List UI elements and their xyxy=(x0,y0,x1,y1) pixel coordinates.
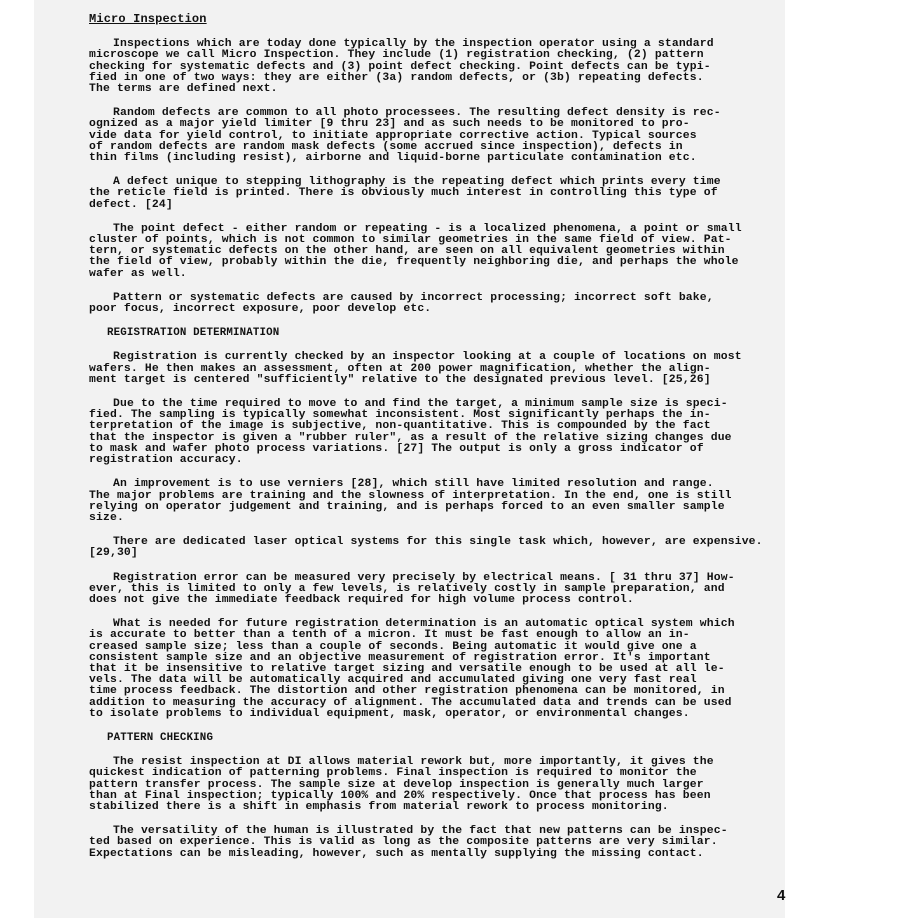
text-line: of random defects are random mask defects (some accrued since inspection), defects in xyxy=(89,140,683,153)
text-line: creased sample size; less than a couple of seconds. Being automatic it would give one a xyxy=(89,640,697,653)
text-line: ognized as a major yield limiter [9 thru 23] and as such needs to be monitored to pro- xyxy=(89,118,690,131)
text-line: The point defect - either random or repeating - is a localized phenomena, a point or small xyxy=(113,222,742,235)
text-line: registration accuracy. xyxy=(89,454,243,467)
text-line: addition to measuring the accuracy of alignment. The accumulated data and trends can be used xyxy=(89,696,732,709)
paragraph xyxy=(89,757,779,813)
text-line: The major problems are training and the slowness of interpretation. In the end, one is still xyxy=(89,489,732,502)
paragraph xyxy=(89,619,779,720)
text-line: defect. [24] xyxy=(89,198,173,211)
section-title: Micro Inspection xyxy=(89,12,207,26)
text-line: microscope we call Micro Inspection. They include (1) registration checking, (2) pattern xyxy=(89,49,704,62)
paragraph xyxy=(89,108,779,164)
text-line: consistent sample size and an objective measurement of registration error. It's important xyxy=(89,651,711,664)
document-page xyxy=(34,0,785,918)
paragraph xyxy=(89,537,779,559)
text-line: pattern transfer process. The sample size at develop inspection is generally much larger xyxy=(89,778,704,791)
text-line: tern, or systematic defects on the other hand, are seen on all equivalent geometries within xyxy=(89,245,725,258)
text-line: does not give the immediate feedback required for high volume process control. xyxy=(89,593,634,606)
text-line: the reticle field is printed. There is obviously much interest in controlling this type of xyxy=(89,187,718,200)
text-line: cluster of points, which is not common to similar geometries in the same field of view. Pat- xyxy=(89,234,732,247)
paragraph xyxy=(89,352,779,386)
text-line: The resist inspection at DI allows material rework but, more importantly, it gives the xyxy=(113,756,714,769)
text-line: Due to the time required to move to and find the target, a minimum sample size is speci- xyxy=(113,398,728,411)
text-line: The versatility of the human is illustrated by the fact that new patterns can be inspec- xyxy=(113,825,728,838)
text-line: A defect unique to stepping lithography is the repeating defect which prints every time xyxy=(113,176,721,189)
text-line: thin films (including resist), airborne and liquid-borne particulate contamination etc. xyxy=(89,152,697,165)
text-line: There are dedicated laser optical systems for this single task which, however, are expensive. [29,30] xyxy=(89,536,763,560)
section-heading: PATTERN CHECKING xyxy=(107,731,214,744)
text-line: Random defects are common to all photo processees. The resulting defect density is rec- xyxy=(113,107,721,120)
text-line: wafers. He then makes an assessment, often at 200 power magnification, whether the align- xyxy=(89,362,711,375)
text-line: quickest indication of patterning problems. Final inspection is required to monitor the xyxy=(89,767,697,780)
text-line: to isolate problems to individual equipment, mask, operator, or environmental changes. xyxy=(89,707,690,720)
text-line: Registration error can be measured very precisely by electrical means. [ 31 thru 37] How- xyxy=(113,571,735,584)
text-line: time process feedback. The distortion and other registration phenomena can be monitored, in xyxy=(89,685,725,698)
text-line: to mask and wafer photo process variations. [27] The output is only a gross indicator of xyxy=(89,442,704,455)
text-line: is accurate to better than a tenth of a micron. It must be fast enough to allow an in- xyxy=(89,629,690,642)
text-line: An improvement is to use verniers [28], which still have limited resolution and range. xyxy=(113,478,714,491)
text-line: vide data for yield control, to initiate appropriate corrective action. Typical sources xyxy=(89,129,697,142)
paragraph xyxy=(89,399,779,466)
paragraph xyxy=(89,293,779,315)
text-line: What is needed for future registration determination is an automatic optical system which xyxy=(113,618,735,631)
text-line: than at Final inspection; typically 100% and 20% respectively. Once that process has been xyxy=(89,789,711,802)
text-line: ment target is centered "sufficiently" relative to the designated previous level. [25,26] xyxy=(89,373,711,386)
paragraph xyxy=(89,479,779,524)
text-line: The terms are defined next. xyxy=(89,83,278,96)
text-line: that it be insensitive to relative target sizing and versatile enough to be used at all le- xyxy=(89,662,725,675)
text-line: poor focus, incorrect exposure, poor develop etc. xyxy=(89,303,432,316)
text-line: ted based on experience. This is valid as long as the composite patterns are very similar. xyxy=(89,836,718,849)
paragraph xyxy=(89,573,779,607)
paragraph xyxy=(89,39,779,95)
text-line: that the inspector is given a "rubber ruler", as a result of the relative sizing changes due xyxy=(89,431,732,444)
text-line: Expectations can be misleading, however, such as mentally supplying the missing contact. xyxy=(89,847,704,860)
text-line: the field of view, probably within the die, frequently neighboring die, and perhaps the whole xyxy=(89,256,739,269)
page-number: 4 xyxy=(777,887,786,904)
document-body xyxy=(89,14,779,873)
text-line: size. xyxy=(89,511,124,524)
text-line: fied in one of two ways: they are either (3a) random defects, or (3b) repeating defects. xyxy=(89,71,704,84)
text-line: checking for systematic defects and (3) point defect checking. Point defects can be typi- xyxy=(89,60,711,73)
text-line: Pattern or systematic defects are caused by incorrect processing; incorrect soft bake, xyxy=(113,291,714,304)
text-line: fied. The sampling is typically somewhat inconsistent. Most significantly perhaps the in- xyxy=(89,409,711,422)
paragraph xyxy=(89,224,779,280)
section-heading: REGISTRATION DETERMINATION xyxy=(107,327,280,340)
text-line: ever, this is limited to only a few levels, is relatively costly in sample preparation, and xyxy=(89,582,725,595)
text-line: Inspections which are today done typically by the inspection operator using a standard xyxy=(113,38,714,51)
text-line: wafer as well. xyxy=(89,267,187,280)
text-line: terpretation of the image is subjective, non-quantitative. This is compounded by the fact xyxy=(89,420,711,433)
paragraph xyxy=(89,177,779,211)
text-line: Registration is currently checked by an inspector looking at a couple of locations on most xyxy=(113,351,742,364)
text-line: vels. The data will be automatically acquired and accumulated giving one very fast real xyxy=(89,674,697,687)
paragraph xyxy=(89,826,779,860)
text-line: stabilized there is a shift in emphasis from material rework to process monitoring. xyxy=(89,800,669,813)
text-line: relying on operator judgement and training, and is perhaps forced to an even smaller sample xyxy=(89,500,725,513)
